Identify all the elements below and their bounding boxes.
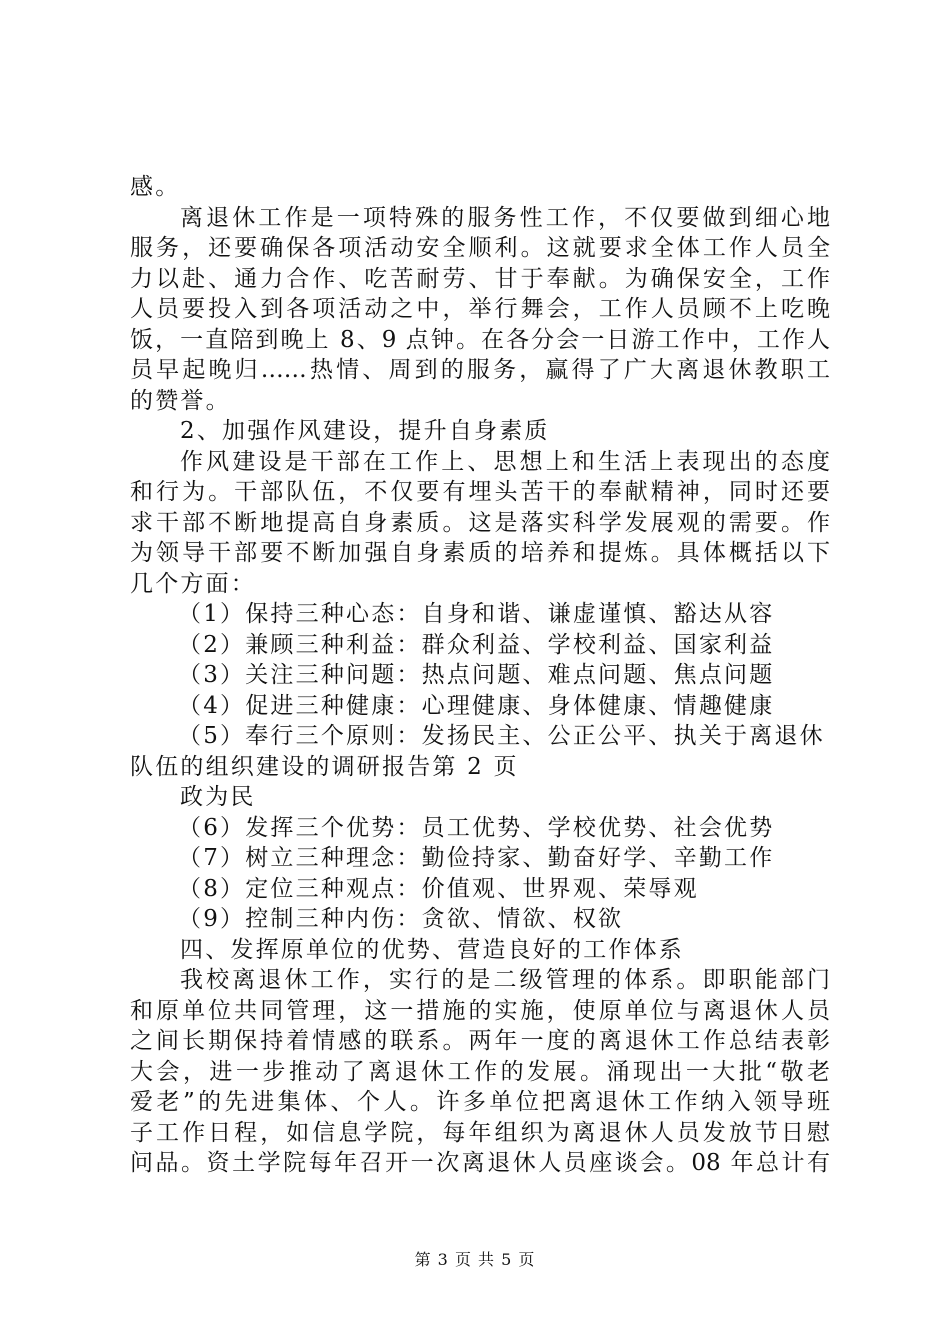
paragraph-line: 之间长期保持着情感的联系。两年一度的离退休工作总结表彰 xyxy=(130,1028,830,1054)
paragraph-line: 力以赴、通力合作、吃苦耐劳、甘于奉献。为确保安全，工作 xyxy=(130,265,830,292)
list-item: （3）关注三种问题：热点问题、难点问题、焦点问题 xyxy=(178,662,775,688)
paragraph-line: 爱老”的先进集体、个人。许多单位把离退休工作纳入领导班 xyxy=(130,1089,830,1115)
paragraph-line: 大会，进一步推动了离退休工作的发展。涌现出一大批“敬老 xyxy=(130,1058,830,1085)
paragraph-line: 求干部不断地提高自身素质。这是落实科学发展观的需要。作 xyxy=(130,509,830,536)
list-item: （6）发挥三个优势：员工优势、学校优势、社会优势 xyxy=(178,814,775,841)
paragraph-line: 感。 xyxy=(130,174,181,200)
section-heading: 四、发挥原单位的优势、营造良好的工作体系 xyxy=(180,936,684,963)
paragraph-line: 饭，一直陪到晚上 8、9 点钟。在各分会一日游工作中，工作人 xyxy=(130,326,830,353)
paragraph-line: 员早起晚归……热情、周到的服务，赢得了广大离退休教职工 xyxy=(130,357,830,383)
paragraph-line: 离退休工作是一项特殊的服务性工作，不仅要做到细心地 xyxy=(180,204,830,231)
paragraph-line: 政为民 xyxy=(180,784,256,810)
list-item: （7）树立三种理念：勤俭持家、勤奋好学、辛勤工作 xyxy=(178,845,775,871)
page-number-footer: 第 3 页 共 5 页 xyxy=(414,1250,536,1269)
paragraph-line: 我校离退休工作，实行的是二级管理的体系。即职能部门 xyxy=(180,967,830,993)
paragraph-line: 队伍的组织建设的调研报告第 2 页 xyxy=(130,753,519,780)
paragraph-line: 几个方面： xyxy=(130,570,256,597)
document-body xyxy=(130,172,830,1179)
list-item: （9）控制三种内伤：贪欲、情欲、权欲 xyxy=(178,906,624,932)
list-item: （5）奉行三个原则：发扬民主、公正公平、执关于离退休 xyxy=(178,723,825,749)
paragraph-line: 人员要投入到各项活动之中，举行舞会，工作人员顾不上吃晚 xyxy=(130,296,830,322)
paragraph-line: 和行为。干部队伍，不仅要有埋头苦干的奉献精神，同时还要 xyxy=(130,479,830,505)
paragraph-line: 和原单位共同管理，这一措施的实施，使原单位与离退休人员 xyxy=(130,997,830,1024)
list-item: （1）保持三种心态：自身和谐、谦虚谨慎、豁达从容 xyxy=(178,601,775,627)
section-heading: 2、加强作风建设，提升自身素质 xyxy=(180,418,550,444)
list-item: （8）定位三种观点：价值观、世界观、荣辱观 xyxy=(178,875,699,902)
paragraph-line: 为领导干部要不断加强自身素质的培养和提炼。具体概括以下 xyxy=(130,540,830,566)
paragraph-line: 的赞誉。 xyxy=(130,387,231,414)
list-item: （2）兼顾三种利益：群众利益、学校利益、国家利益 xyxy=(178,631,775,658)
list-item: （4）促进三种健康：心理健康、身体健康、情趣健康 xyxy=(178,692,775,719)
paragraph-line: 问品。资土学院每年召开一次离退休人员座谈会。08 年总计有 xyxy=(130,1150,830,1176)
paragraph-line: 子工作日程，如信息学院，每年组织为离退休人员发放节日慰 xyxy=(130,1119,830,1146)
paragraph-line: 作风建设是干部在工作上、思想上和生活上表现出的态度 xyxy=(180,448,830,475)
paragraph-line: 服务，还要确保各项活动安全顺利。这就要求全体工作人员全 xyxy=(130,235,830,261)
